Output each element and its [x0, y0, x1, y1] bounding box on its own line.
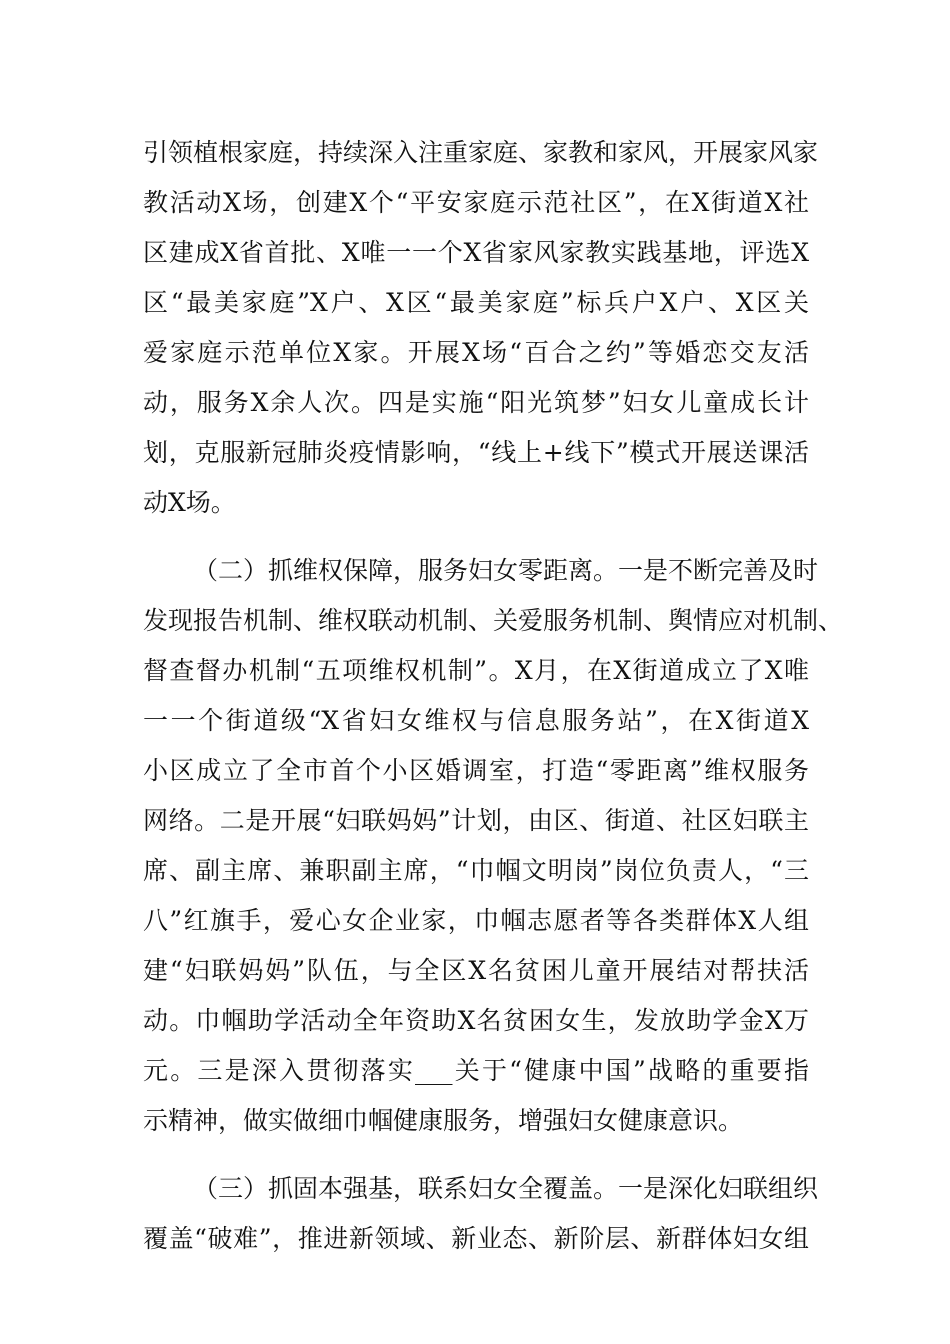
text-line: 教活动X场，创建X个“平安家庭示范社区”，在X街道X社	[143, 188, 809, 217]
text-line: 督查督办机制“五项维权机制”。X月，在X街道成立了X唯	[143, 656, 809, 685]
text-line: 网络。二是开展“妇联妈妈”计划，由区、街道、社区妇联主	[143, 806, 809, 835]
document-body	[143, 128, 844, 1264]
text-line: 元。三是深入贯彻落实___关于“健康中国”战略的重要指	[143, 1056, 809, 1085]
text-line: 动，服务X余人次。四是实施“阳光筑梦”妇女儿童成长计	[143, 388, 809, 417]
text-line: 小区成立了全市首个小区婚调室，打造“零距离”维权服务	[143, 756, 809, 785]
text-line: 发现报告机制、维权联动机制、关爱服务机制、舆情应对机制、	[143, 606, 844, 635]
text-line: 席、副主席、兼职副主席，“巾帼文明岗”岗位负责人，“三	[143, 856, 809, 885]
paragraph-spacer	[143, 1146, 809, 1164]
paragraph-3	[143, 1164, 819, 1264]
text-line: （二）抓维权保障，服务妇女零距离。一是不断完善及时	[193, 556, 819, 585]
paragraph-spacer	[143, 528, 809, 546]
text-line: 建“妇联妈妈”队伍，与全区X名贫困儿童开展结对帮扶活	[143, 956, 809, 985]
text-line: 八”红旗手，爱心女企业家，巾帼志愿者等各类群体X人组	[143, 906, 809, 935]
text-line: 示精神，做实做细巾帼健康服务，增强妇女健康意识。	[143, 1106, 744, 1135]
text-line: 划，克服新冠肺炎疫情影响，“线上+线下”模式开展送课活	[143, 438, 809, 467]
text-line: （三）抓固本强基，联系妇女全覆盖。一是深化妇联组织	[193, 1174, 819, 1203]
text-line: 爱家庭示范单位X家。开展X场“百合之约”等婚恋交友活	[143, 338, 809, 367]
text-line: 区建成X省首批、X唯一一个X省家风家教实践基地，评选X	[143, 238, 809, 267]
text-line: 一一个街道级“X省妇女维权与信息服务站”，在X街道X	[143, 706, 809, 735]
text-line: 引领植根家庭，持续深入注重家庭、家教和家风，开展家风家	[143, 138, 819, 167]
text-line: 动。巾帼助学活动全年资助X名贫困女生，发放助学金X万	[143, 1006, 809, 1035]
text-line: 覆盖“破难”，推进新领域、新业态、新阶层、新群体妇女组	[143, 1224, 809, 1253]
paragraph-2	[143, 546, 844, 1146]
text-line: 区“最美家庭”X户、X区“最美家庭”标兵户X户、X区关	[143, 288, 809, 317]
text-line: 动X场。	[143, 488, 236, 517]
paragraph-1	[143, 128, 819, 528]
